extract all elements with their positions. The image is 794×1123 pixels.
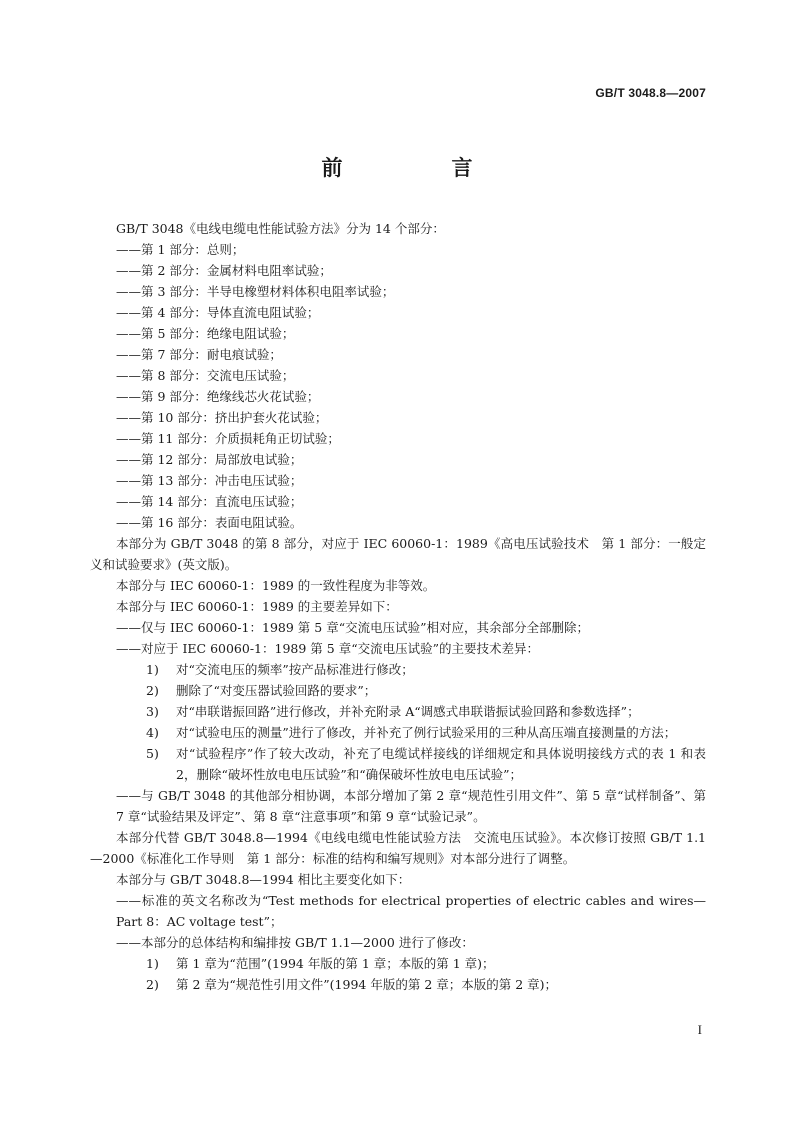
part-list-item: ——第 5 部分：绝缘电阻试验； [116, 326, 295, 341]
page-title: 前 言 [321, 156, 517, 180]
item-text: 对“交流电压的频率”按产品标准进行修改； [176, 662, 414, 677]
item-number: 5) [146, 746, 159, 761]
part-list-item: ——第 12 部分：局部放电试验； [116, 452, 303, 467]
difference-item: ——与 GB/T 3048 的其他部分相协调，本部分增加了第 2 章“规范性引用文件”、第 5 章“试样制备”、第 7 章“试验结果及评定”、第 8 章“注意事项”和第 9 章“试验记录”。 [116, 788, 706, 824]
correspondence-paragraph: 本部分为 GB/T 3048 的第 8 部分，对应于 IEC 60060-1：1989《高电压试验技术 第 1 部分：一般定义和试验要求》(英文版)。 [90, 536, 706, 572]
item-text: 对“串联谐振回路”进行修改，并补充附录 A“调感式串联谐振试验回路和参数选择”； [176, 704, 640, 719]
structure-change-item [90, 974, 706, 995]
consistency-paragraph: 本部分与 IEC 60060-1：1989 的一致性程度为非等效。 [116, 578, 436, 593]
item-number: 3) [146, 704, 159, 719]
tech-difference-item [90, 743, 706, 785]
tech-difference-item [90, 659, 706, 680]
item-text: 对“试验程序”作了较大改动，补充了电缆试样接线的详细规定和具体说明接线方式的表 1 和表 2，删除“破坏性放电电压试验”和“确保破坏性放电电压试验”； [176, 746, 706, 782]
tech-difference-item [90, 722, 706, 743]
structure-change-item [90, 953, 706, 974]
part-list-item: ——第 10 部分：挤出护套火花试验； [116, 410, 328, 425]
part-list-item: ——第 14 部分：直流电压试验； [116, 494, 303, 509]
tech-difference-item [90, 701, 706, 722]
item-text: 删除了“对变压器试验回路的要求”； [176, 683, 377, 698]
part-list-item: ——第 13 部分：冲击电压试验； [116, 473, 303, 488]
standard-number: GB/T 3048.8—2007 [595, 86, 706, 100]
item-number: 2) [146, 683, 159, 698]
part-list-item: ——第 3 部分：半导电橡塑材料体积电阻率试验； [116, 284, 395, 299]
item-text: 第 2 章为“规范性引用文件”(1994 年版的第 2 章；本版的第 2 章)； [176, 977, 558, 992]
item-number: 1) [146, 956, 159, 971]
part-list-item: ——第 7 部分：耐电痕试验； [116, 347, 282, 362]
foreword-body [90, 218, 706, 995]
part-list-item: ——第 4 部分：导体直流电阻试验； [116, 305, 320, 320]
tech-difference-item [90, 680, 706, 701]
item-number: 2) [146, 977, 159, 992]
part-list-item: ——第 16 部分：表面电阻试验。 [116, 515, 303, 530]
item-text: 对“试验电压的测量”进行了修改，并补充了例行试验采用的三种从高压端直接测量的方法； [176, 725, 677, 740]
item-number: 4) [146, 725, 159, 740]
part-list-item: ——第 8 部分：交流电压试验； [116, 368, 295, 383]
item-number: 1) [146, 662, 159, 677]
item-text: 第 1 章为“范围”(1994 年版的第 1 章；本版的第 1 章)； [176, 956, 495, 971]
intro-paragraph: GB/T 3048《电线电缆电性能试验方法》分为 14 个部分： [116, 221, 445, 236]
difference-item: ——仅与 IEC 60060-1：1989 第 5 章“交流电压试验”相对应，其余部分全部删除； [116, 620, 589, 635]
page-number: I [697, 1022, 702, 1037]
replacement-paragraph: 本部分代替 GB/T 3048.8—1994《电线电缆电性能试验方法 交流电压试验》。本次修订按照 GB/T 1.1—2000《标准化工作导则 第 1 部分：标准的结构和编写规则》对本部分进行了调整。 [90, 830, 706, 866]
part-list-item: ——第 9 部分：绝缘线芯火花试验； [116, 389, 320, 404]
differences-paragraph: 本部分与 IEC 60060-1：1989 的主要差异如下： [116, 599, 398, 614]
changes-paragraph: 本部分与 GB/T 3048.8—1994 相比主要变化如下： [116, 872, 411, 887]
change-item: ——本部分的总体结构和编排按 GB/T 1.1—2000 进行了修改： [116, 935, 474, 950]
change-item: ——标准的英文名称改为“Test methods for electrical properties of electric cables and wires—Part 8：AC voltage test”； [116, 893, 706, 929]
part-list-item: ——第 1 部分：总则； [116, 242, 245, 257]
difference-item: ——对应于 IEC 60060-1：1989 第 5 章“交流电压试验”的主要技术差异： [116, 641, 539, 656]
part-list-item: ——第 11 部分：介质损耗角正切试验； [116, 431, 340, 446]
part-list-item: ——第 2 部分：金属材料电阻率试验； [116, 263, 332, 278]
